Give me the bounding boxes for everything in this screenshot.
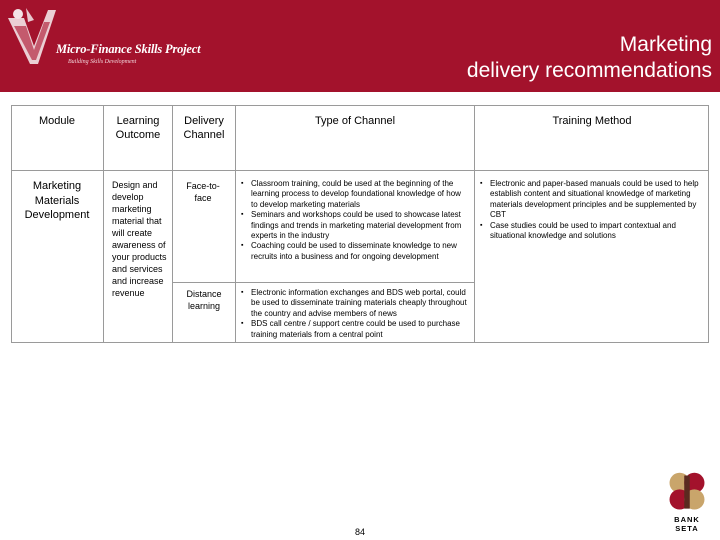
table-col-divider	[172, 105, 173, 343]
header-module: Module	[38, 115, 76, 127]
title-line-2: delivery recommendations	[466, 59, 712, 82]
list-item: ▪ BDS call centre / support centre could be used to purchase training materials from a central point	[241, 319, 461, 339]
header-type-of-channel: Type of Channel	[314, 115, 396, 127]
bank-seta-logo-icon	[662, 470, 712, 516]
header-band	[0, 0, 720, 92]
list-item: ▪ Classroom training, could be used at the beginning of the learning process to develop foundational knowledge of how to develop marketing materials	[241, 179, 461, 209]
channel-face-to-face: Face-to-face	[186, 181, 220, 203]
table-row-divider	[172, 282, 474, 283]
bullet-icon: ▪	[480, 180, 483, 187]
header-delivery-channel: Delivery Channel	[183, 115, 225, 141]
table-col-divider	[235, 105, 236, 343]
table-col-divider	[103, 105, 104, 343]
training-method-list	[480, 179, 706, 241]
project-logo	[4, 6, 201, 68]
module-cell: Marketing Materials Development	[24, 180, 90, 221]
learning-outcome-cell: Design and develop marketing material that will create awareness of your products and services and increase revenue	[112, 180, 167, 298]
table-header-divider	[11, 170, 709, 171]
table-col-divider	[474, 105, 475, 343]
header-training-method: Training Method	[552, 115, 632, 127]
bullet-icon: ▪	[241, 211, 244, 219]
bullet-icon: ▪	[241, 320, 244, 328]
type-list-distance-learning	[241, 288, 469, 340]
bullet-icon: ▪	[241, 289, 244, 296]
list-item: ▪ Case studies could be used to impart contextual and situational knowledge and solutions	[480, 220, 676, 241]
bullet-icon: ▪	[480, 221, 483, 229]
list-item: ▪ Electronic information exchanges and BDS web portal, could be used to disseminate training materials cheaply throughout the country and advise members of news	[241, 288, 467, 318]
header-learning-outcome: Learning Outcome	[115, 115, 161, 141]
list-item: ▪ Seminars and workshops could be used to showcase latest findings and trends in marketing material development from experts in the industry	[241, 210, 462, 241]
list-item: ▪ Electronic and paper-based manuals could be used to help establish content and situational knowledge of marketing materials development principles and be supplemented by CBT	[480, 179, 699, 220]
title-line-1: Marketing	[619, 33, 712, 56]
logo-name: Micro-Finance Skills Project	[56, 42, 201, 56]
bank-seta-logo-text: BANK SETA	[674, 515, 700, 533]
logo-tagline: Building Skills Development	[68, 59, 137, 65]
bullet-icon: ▪	[241, 242, 244, 250]
page-number: 84	[354, 527, 365, 537]
bullet-icon: ▪	[241, 180, 244, 187]
channel-distance-learning: Distance learning	[186, 289, 222, 311]
page-title	[332, 32, 712, 84]
type-list-face-to-face	[241, 179, 469, 262]
logo-mark-icon	[4, 6, 64, 68]
list-item: ▪ Coaching could be used to disseminate knowledge to new recruits into a business and for ongoing development	[241, 241, 457, 261]
